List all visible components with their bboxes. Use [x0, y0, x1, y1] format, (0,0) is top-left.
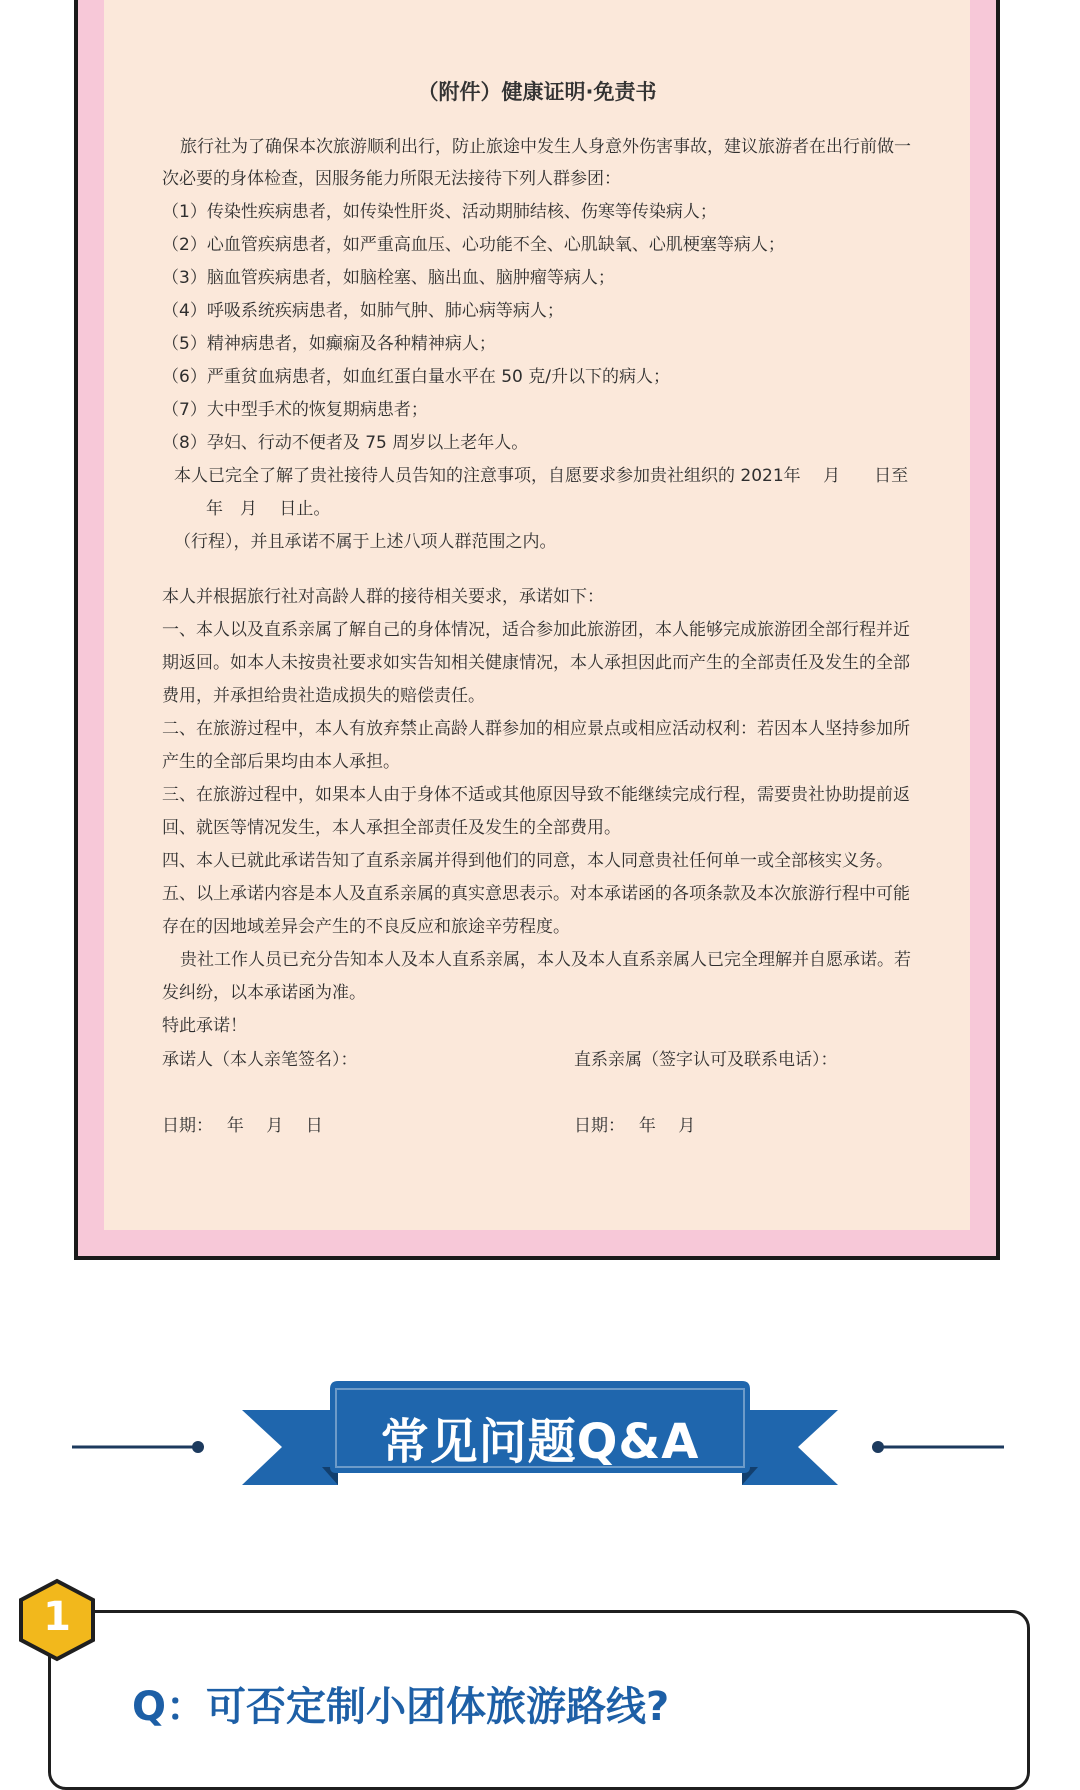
certificate-line: 产生的全部后果均由本人承担。: [162, 752, 400, 772]
right-divider-dot: [872, 1441, 884, 1453]
certificate-line: （3）脑血管疾病患者，如脑栓塞、脑出血、脑肿瘤等病人；: [162, 268, 615, 288]
certificate-line: （2）心血管疾病患者，如严重高血压、心功能不全、心肌缺氧、心肌梗塞等病人；: [162, 235, 785, 255]
signer-label: 承诺人（本人亲笔签名）：: [162, 1050, 358, 1070]
ribbon-right-tail: [742, 1410, 838, 1485]
certificate-line: 本人并根据旅行社对高龄人群的接待相关要求，承诺如下：: [162, 587, 604, 607]
certificate-line: 回、就医等情况发生，本人承担全部责任及发生的全部费用。: [162, 818, 621, 838]
certificate-line: （4）呼吸系统疾病患者，如肺气肿、肺心病等病人；: [162, 301, 564, 321]
certificate-line: 年 月 日止。: [206, 499, 331, 519]
certificate-line: 期返回。如本人未按贵社要求如实告知相关健康情况，本人承担因此而产生的全部责任及发生的全部: [162, 653, 910, 673]
certificate-line: 特此承诺！: [162, 1016, 247, 1036]
certificate-title: （附件）健康证明·免责书: [417, 80, 657, 104]
certificate-line: 三、在旅游过程中，如果本人由于身体不适或其他原因导致不能继续完成行程，需要贵社协助提前返: [162, 785, 910, 805]
certificate-line: （行程），并且承诺不属于上述八项人群范围之内。: [174, 532, 557, 552]
banner-title: 常见问题Q&A: [380, 1414, 700, 1470]
ribbon-left-tail: [242, 1410, 338, 1485]
certificate-line: 二、在旅游过程中，本人有放弃禁止高龄人群参加的相应景点或相应活动权利：若因本人坚持参加所: [162, 719, 910, 739]
left-divider-dot: [192, 1441, 204, 1453]
certificate-line: 四、本人已就此承诺告知了直系亲属并得到他们的同意，本人同意贵社任何单一或全部核实义务。: [162, 851, 893, 871]
certificate-line: 一、本人以及直系亲属了解自己的身体情况，适合参加此旅游团，本人能够完成旅游团全部行程并近: [162, 620, 910, 640]
faq-question: Q：可否定制小团体旅游路线?: [132, 1684, 670, 1730]
certificate-line: 存在的因地域差异会产生的不良反应和旅途辛劳程度。: [162, 917, 570, 937]
certificate-line: 本人已完全了解了贵社接待人员告知的注意事项，自愿要求参加贵社组织的 2021年 月 日至: [174, 466, 909, 486]
certificate-line: （5）精神病患者，如癫痫及各种精神病人；: [162, 334, 496, 354]
certificate-line: 费用，并承担给贵社造成损失的赔偿责任。: [162, 686, 485, 706]
faq-number-badge: [18, 1578, 96, 1662]
badge-number: 1: [43, 1594, 71, 1640]
certificate-frame: [74, 0, 1000, 1260]
relative-label: 直系亲属（签字认可及联系电话）：: [574, 1050, 838, 1070]
certificate-line: 五、以上承诺内容是本人及直系亲属的真实意思表示。对本承诺函的各项条款及本次旅游行程中可能: [162, 884, 910, 904]
certificate-line: （1）传染性疾病患者，如传染性肝炎、活动期肺结核、伤寒等传染病人；: [162, 202, 717, 222]
certificate-line: （6）严重贫血病患者，如血红蛋白量水平在 50 克/升以下的病人；: [162, 367, 670, 387]
certificate-line: 旅行社为了确保本次旅游顺利出行，防止旅途中发生人身意外伤害事故，建议旅游者在出行前做一: [180, 137, 911, 157]
qa-section-banner: [0, 1365, 1080, 1515]
relative-date: 日期： 年 月: [574, 1116, 696, 1136]
certificate-paper: [104, 0, 970, 1230]
certificate-line: 次必要的身体检查，因服务能力所限无法接待下列人群参团：: [162, 169, 621, 189]
certificate-line: （7）大中型手术的恢复期病患者；: [162, 400, 428, 420]
certificate-line: （8）孕妇、行动不便者及 75 周岁以上老年人。: [162, 433, 529, 453]
signer-date: 日期： 年 月 日: [162, 1116, 323, 1136]
certificate-line: 发纠纷，以本承诺函为准。: [162, 983, 366, 1003]
certificate-line: 贵社工作人员已充分告知本人及本人直系亲属，本人及本人直系亲属人已完全理解并自愿承诺。若: [180, 950, 911, 970]
